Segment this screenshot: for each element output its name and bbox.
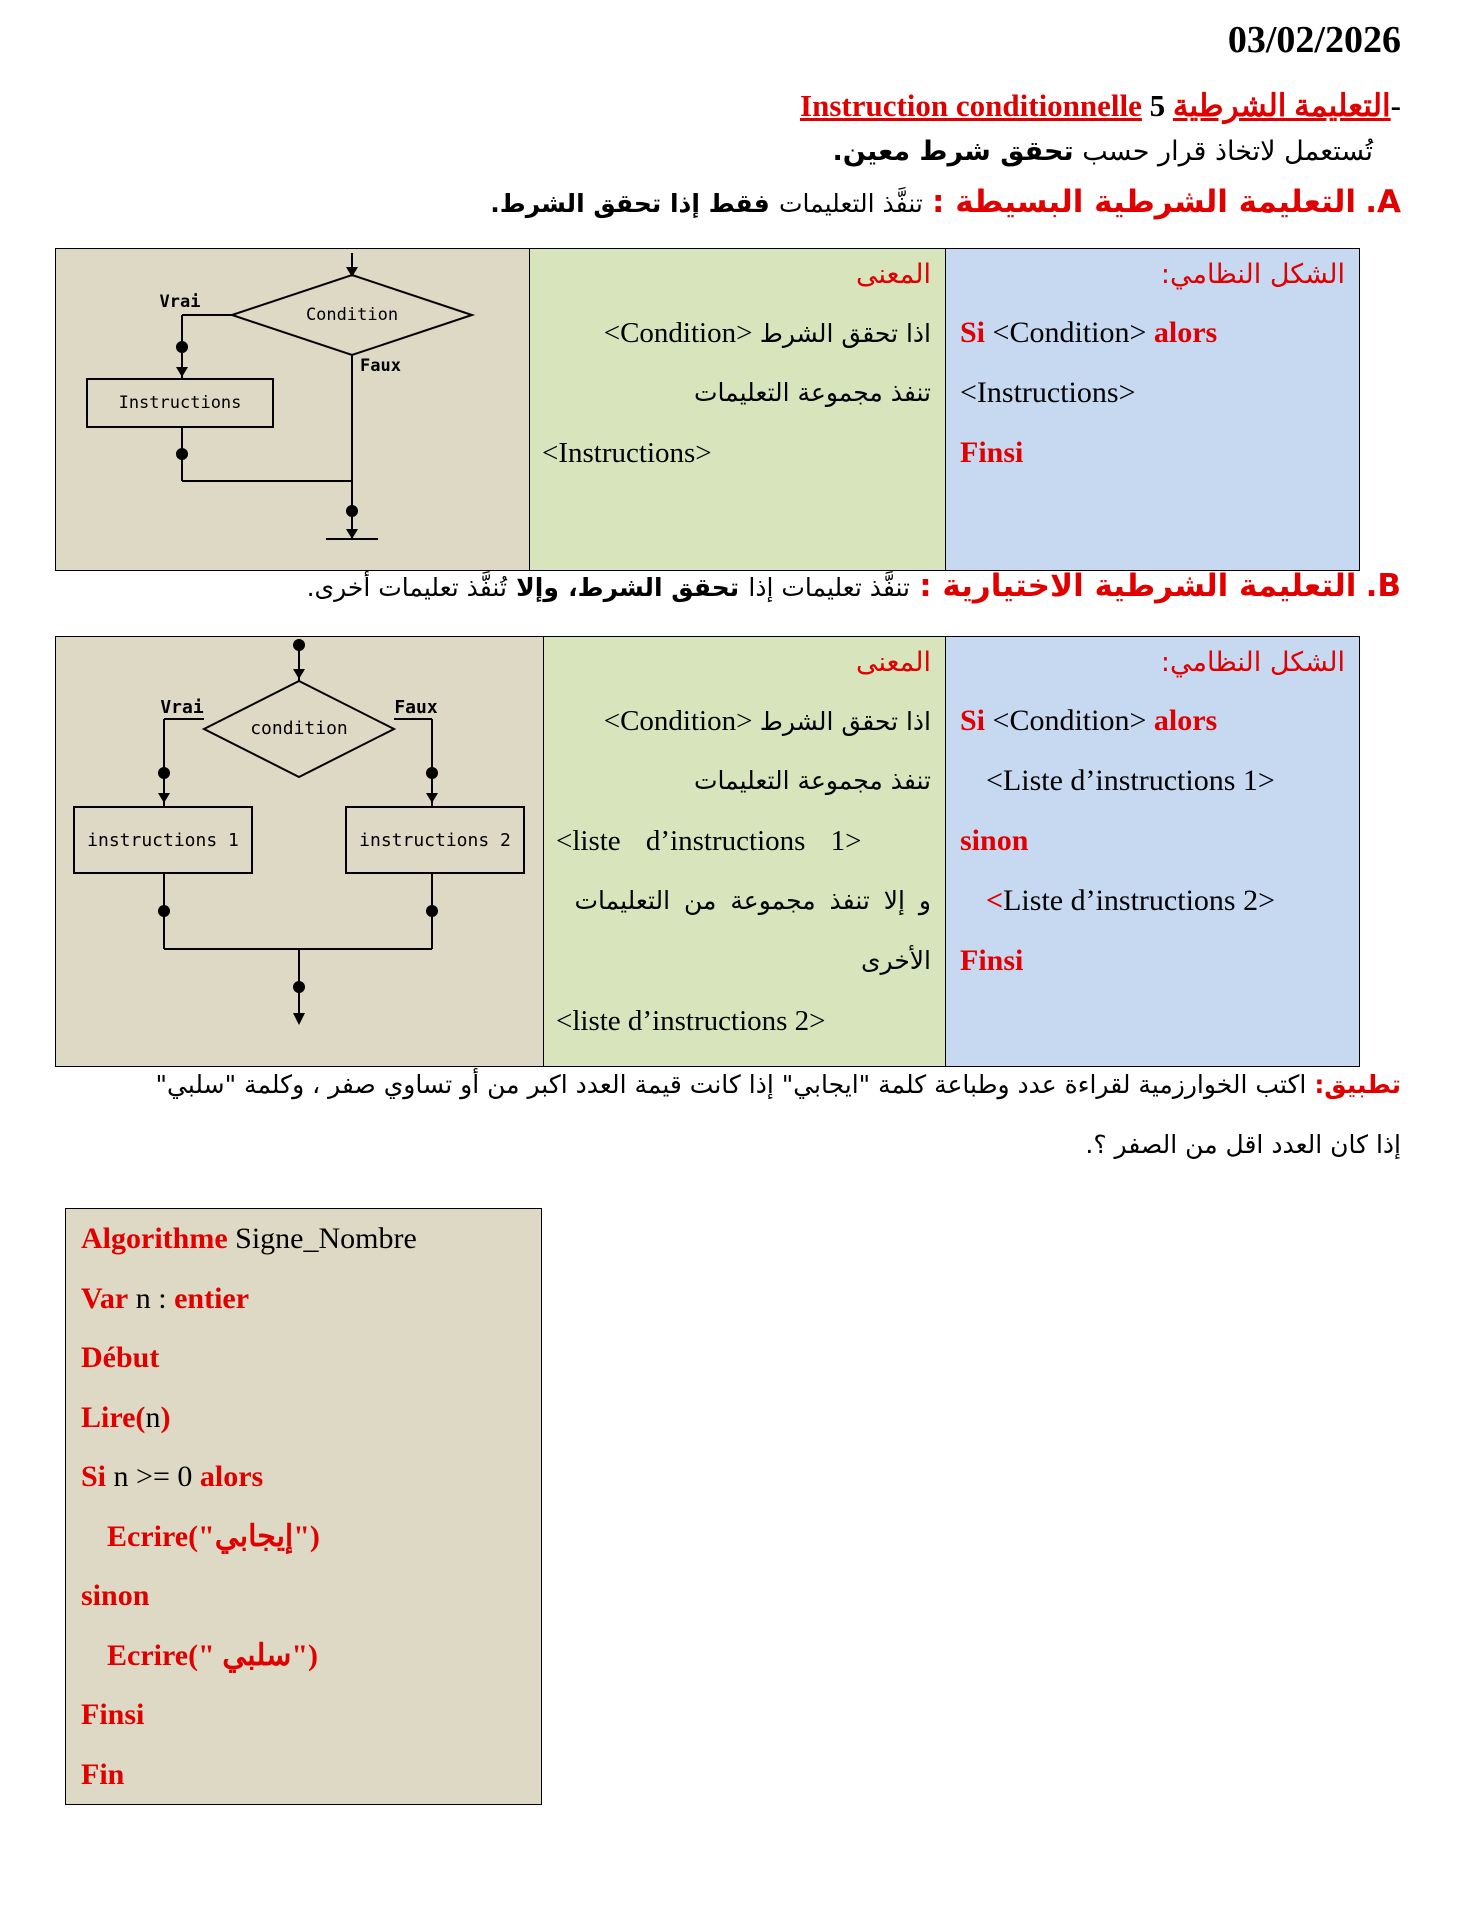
flow-dot [158, 905, 170, 917]
diagram-instructions-2-label: instructions 2 [359, 830, 511, 851]
syntax-lt: < [986, 884, 1004, 917]
alternative-conditional-table [55, 636, 1360, 1067]
section-title-fr: Instruction conditionnelle [800, 88, 1142, 123]
arrow-head [293, 1013, 305, 1025]
section-description-text: تُستعمل لاتخاذ قرار حسب [1082, 136, 1373, 167]
meaning-title: المعنى [855, 259, 931, 290]
meaning-line-6: <liste d’instructions 2> [556, 1005, 826, 1037]
syntax-line-2: <Liste d’instructions 1> [986, 764, 1275, 797]
flow-dot [426, 905, 438, 917]
subsection-b-heading [307, 568, 1401, 604]
algo-line-5 [81, 1455, 541, 1515]
kw-algorithme: Algorithme [81, 1222, 228, 1255]
section-5-heading [800, 88, 1401, 124]
diagram-vrai-label: Vrai [160, 697, 204, 718]
arrow-head [293, 669, 305, 679]
meaning-title: المعنى [855, 647, 931, 678]
simple-meaning-cell [530, 249, 946, 571]
flow-dot [426, 767, 438, 779]
syntax-title: الشكل النظامي: [1160, 647, 1345, 678]
algo-close-paren: ) [160, 1400, 171, 1434]
kw-debut: Début [81, 1341, 160, 1374]
kw-alors: alors [199, 1460, 264, 1493]
meaning-condition: <Condition> [603, 317, 753, 349]
kw-entier: entier [174, 1281, 250, 1315]
alternative-syntax-cell [946, 637, 1360, 1067]
arrow-head [426, 793, 438, 803]
subsection-b-text-2: وإلا [516, 573, 559, 602]
diagram-faux-label: Faux [394, 697, 438, 718]
algo-lire-arg: n [145, 1400, 161, 1434]
meaning-line-3: <liste d’instructions 1> [556, 825, 862, 857]
kw-finsi: Finsi [960, 436, 1024, 469]
algo-line-2 [81, 1277, 541, 1337]
kw-finsi: Finsi [960, 944, 1024, 977]
meaning-if-text: اذا تحقق الشرط [759, 319, 931, 348]
flow-dot [158, 767, 170, 779]
simple-syntax-cell [946, 249, 1360, 571]
syntax-condition: <Condition> [992, 316, 1147, 349]
simple-flowchart-diagram [56, 249, 528, 565]
kw-lire: Lire( [81, 1400, 146, 1434]
arrow-head [158, 793, 170, 803]
meaning-line-4: و إلا تنفذ مجموعة من التعليمات [574, 886, 931, 915]
syntax-line-2: <Instructions> [960, 376, 1136, 409]
syntax-title: الشكل النظامي: [1160, 259, 1345, 290]
flow-dot [176, 341, 188, 353]
syntax-line-1 [960, 308, 1345, 368]
diagram-instructions-label: Instructions [118, 393, 242, 413]
alternative-meaning-cell [544, 637, 946, 1067]
application-text-1: اكتب الخوارزمية لقراءة عدد وطباعة كلمة "ايجابي" إذا كانت قيمة العدد اكبر من أو تساوي صفر ، وكلمة "سلبي" [155, 1070, 1307, 1099]
simple-conditional-table [55, 248, 1360, 571]
diagram-vrai-label: Vrai [159, 292, 201, 312]
meaning-line-1 [556, 696, 931, 756]
kw-sinon: sinon [960, 824, 1029, 857]
subsection-a-heading [490, 184, 1401, 220]
subsection-a-title: التعليمة الشرطية البسيطة : [932, 184, 1356, 220]
kw-alors: alors [1153, 704, 1218, 737]
application-label: تطبيق: [1314, 1070, 1401, 1099]
section-title-ar: التعليمة الشرطية [1172, 88, 1391, 123]
algorithm-box [65, 1208, 542, 1805]
diagram-condition-label: Condition [305, 305, 399, 325]
diagram-condition-label: condition [250, 718, 348, 739]
syntax-list-2: Liste d’instructions 2> [1003, 884, 1275, 917]
section-description-bold: تحقق شرط معين. [832, 136, 1074, 167]
subsection-a-text-bold: فقط إذا تحقق الشرط. [490, 189, 770, 218]
application-text-2: إذا كان العدد اقل من الصفر ؟. [1085, 1130, 1401, 1159]
algo-var-decl: n : [135, 1281, 167, 1315]
arrow-head [346, 529, 358, 539]
application-statement [61, 1064, 1401, 1106]
section-number: 5- [1149, 88, 1401, 123]
meaning-line-5: الأخرى [860, 946, 931, 975]
kw-si: Si [81, 1460, 107, 1493]
section-description [833, 136, 1374, 167]
syntax-line-4 [960, 876, 1345, 936]
diagram-faux-label: Faux [360, 356, 401, 376]
subsection-b-text-bold: تحقق الشرط، [568, 573, 740, 602]
document-date: 03/02/2026 [1227, 19, 1401, 61]
kw-alors: alors [1153, 316, 1218, 349]
meaning-line-2: تنفذ مجموعة التعليمات [694, 378, 931, 407]
subsection-b-text-3: تُنفَّذ تعليمات أخرى. [306, 573, 507, 602]
kw-var: Var [81, 1281, 129, 1315]
kw-finsi: Finsi [81, 1698, 145, 1731]
algo-line-1 [81, 1217, 541, 1277]
algo-ecrire-1: Ecrire("إيجابي") [107, 1519, 320, 1553]
flow-dot [176, 448, 188, 460]
diagram-instructions-1-label: instructions 1 [87, 830, 239, 851]
meaning-if-text: اذا تحقق الشرط [759, 707, 931, 736]
algo-cond: n >= 0 [113, 1460, 193, 1493]
flow-dot [293, 981, 305, 993]
meaning-line-2: تنفذ مجموعة التعليمات [694, 766, 931, 795]
algo-name: Signe_Nombre [235, 1222, 417, 1255]
kw-fin: Fin [81, 1757, 125, 1791]
subsection-a-text: تنفَّذ التعليمات [779, 189, 923, 218]
kw-si: Si [960, 316, 986, 349]
meaning-line-1 [542, 308, 931, 368]
subsection-b-label: B. [1365, 568, 1401, 604]
subsection-a-label: A. [1365, 184, 1401, 220]
syntax-condition: <Condition> [992, 704, 1147, 737]
simple-flowchart-cell [56, 249, 530, 571]
alternative-flowchart-cell [56, 637, 544, 1067]
meaning-condition: <Condition> [603, 705, 753, 737]
meaning-line-3: <Instructions> [542, 437, 712, 469]
syntax-line-1 [960, 696, 1345, 756]
algo-ecrire-2: Ecrire(" سلبي") [107, 1638, 319, 1672]
flow-dot [293, 639, 305, 651]
flow-dot [346, 505, 358, 517]
subsection-b-text-1: تنفَّذ تعليمات إذا [748, 573, 911, 602]
subsection-b-title: التعليمة الشرطية الاختيارية : [919, 568, 1357, 604]
arrow-head [176, 367, 188, 377]
alternative-flowchart-diagram [56, 637, 542, 1061]
kw-sinon: sinon [81, 1579, 150, 1612]
kw-si: Si [960, 704, 986, 737]
algo-line-4 [81, 1396, 541, 1456]
